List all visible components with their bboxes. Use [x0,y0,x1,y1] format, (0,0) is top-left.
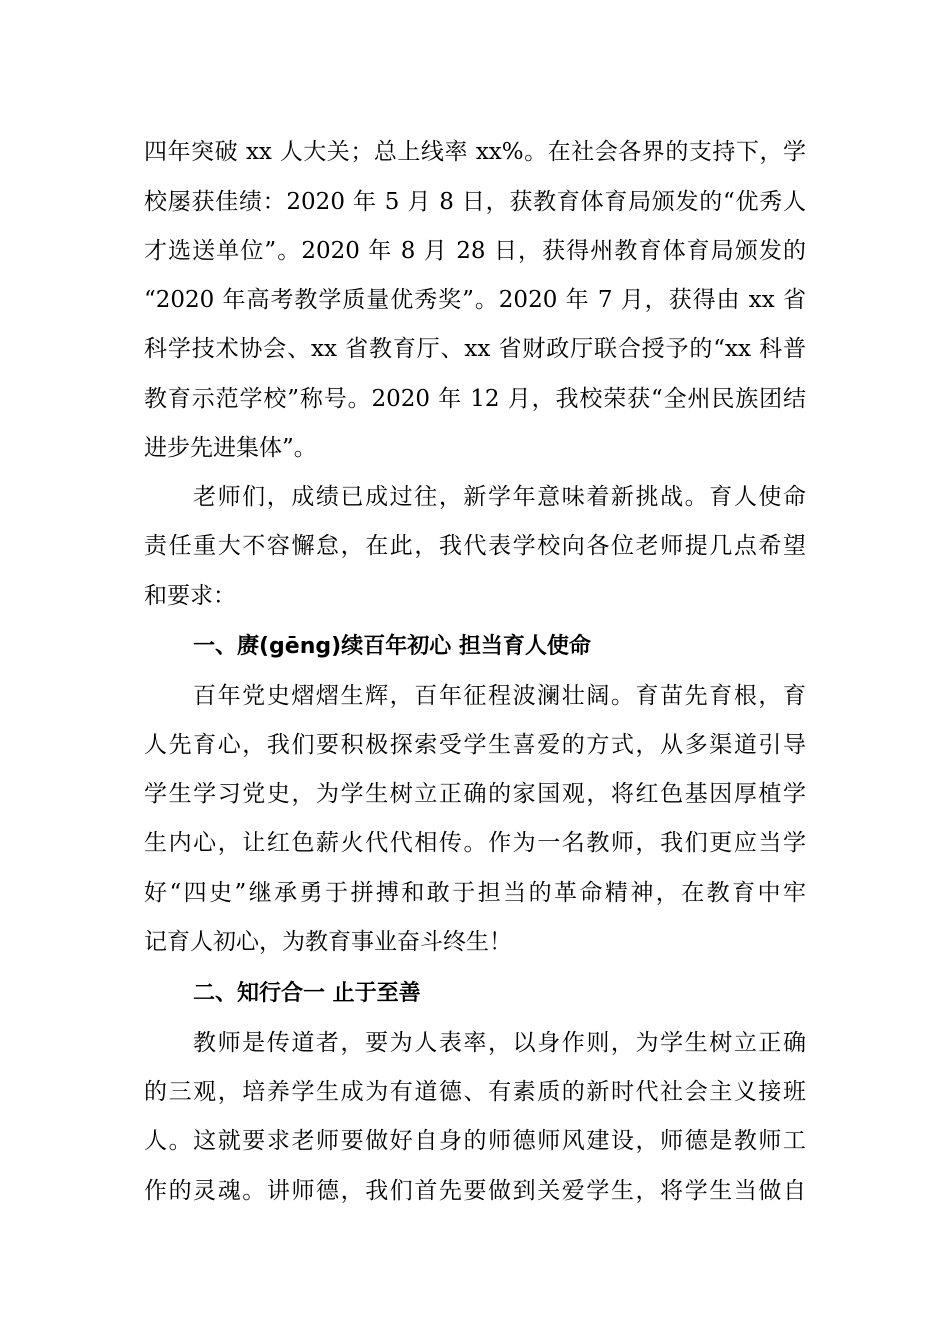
text-line: 的三观，培养学生成为有道德、有素质的新时代社会主义接班 [144,1079,806,1105]
text-line: 进步先进集体”。 [144,435,317,461]
text-line: 学生学习党史，为学生树立正确的家国观，将红色基因厚植学 [144,781,806,807]
text-line: 教育示范学校”称号。2020 年 12 月，我校荣获“全州民族团结 [144,386,806,412]
text-line: 作的灵魂。讲师德，我们首先要做到关爱学生，将学生当做自 [144,1178,806,1204]
text-line: 和要求： [144,583,236,609]
text-line: 教师是传道者，要为人表率，以身作则，为学生树立正确 [193,1030,806,1056]
text-line: 责任重大不容懈怠，在此，我代表学校向各位老师提几点希望 [144,533,806,559]
text-line: 百年党史熠熠生辉，百年征程波澜壮阔。育苗先育根，育 [193,683,806,709]
text-line: 生内心，让红色薪火代代相传。作为一名教师，我们更应当学 [144,830,806,856]
text-line: 才选送单位”。2020 年 8 月 28 日，获得州教育体育局颁发的 [144,238,806,264]
text-line: 人。这就要求老师要做好自身的师德师风建设，师德是教师工 [144,1128,806,1154]
text-line: 校屡获佳绩：2020 年 5 月 8 日，获教育体育局颁发的“优秀人 [144,189,806,215]
section-heading-1: 一、赓(gēng)续百年初心 担当育人使命 [193,634,591,659]
text-line: 四年突破 xx 人大关；总上线率 xx%。在社会各界的支持下，学 [144,139,806,165]
section-heading-2: 二、知行合一 止于至善 [193,981,421,1006]
text-line: 记育人初心，为教育事业奋斗终生！ [144,929,512,955]
text-line: 科学技术协会、xx 省教育厅、xx 省财政厅联合授予的“xx 科普 [144,336,806,362]
text-line: “2020 年高考教学质量优秀奖”。2020 年 7 月，获得由 xx 省 [144,287,806,313]
text-line: 好“四史”继承勇于拼搏和敢于担当的革命精神，在教育中牢 [144,880,806,906]
text-line: 老师们，成绩已成过往，新学年意味着新挑战。育人使命 [193,484,806,510]
text-line: 人先育心，我们要积极探索受学生喜爱的方式，从多渠道引导 [144,732,806,758]
